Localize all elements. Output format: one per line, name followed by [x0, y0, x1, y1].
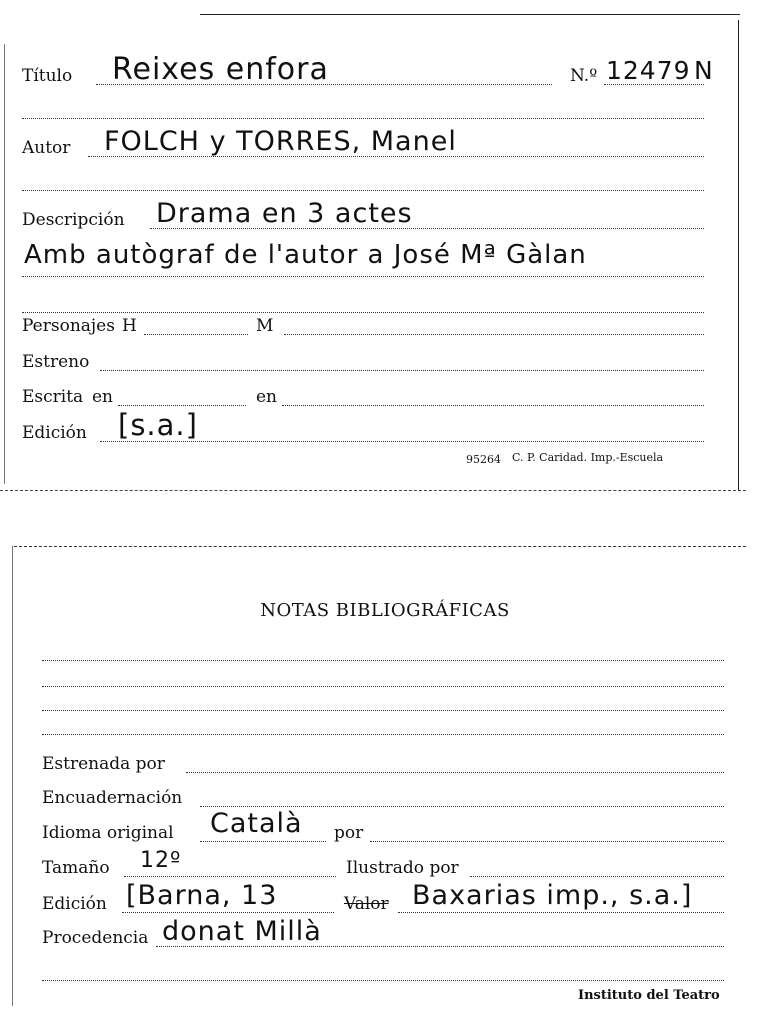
notas-line-4	[42, 734, 724, 735]
ilustrado-label: Ilustrado por	[346, 858, 459, 878]
notas-line-3	[42, 710, 724, 711]
notas-line-2	[42, 686, 724, 687]
back-edicion-line	[122, 912, 334, 913]
notas-heading: NOTAS BIBLIOGRÁFICAS	[260, 600, 510, 621]
edicion-value: [s.a.]	[118, 408, 198, 442]
edicion-label: Edición	[22, 423, 87, 443]
escrita-label: Escrita	[22, 387, 84, 407]
autor-line-2	[22, 190, 704, 191]
encuadernacion-label: Encuadernación	[42, 788, 183, 808]
titulo-label: Título	[22, 66, 73, 86]
descripcion-line-3	[22, 312, 704, 313]
idioma-por-line	[370, 841, 724, 842]
estrenada-label: Estrenada por	[42, 754, 165, 774]
descripcion-value-1: Drama en 3 actes	[156, 198, 413, 229]
autor-value: FOLCH y TORRES, Manel	[104, 126, 457, 157]
back-edicion-value: [Barna, 13	[126, 880, 278, 911]
idioma-label: Idioma original	[42, 823, 174, 843]
valor-value: Baxarias imp., s.a.]	[412, 880, 693, 911]
idioma-value: Català	[210, 808, 303, 839]
escrita-en-label: en	[92, 387, 114, 407]
titulo-line-2	[22, 118, 704, 119]
encuadernacion-line	[200, 806, 724, 807]
institution-name: Instituto del Teatro	[578, 988, 720, 1003]
escrita-line-2	[282, 405, 704, 406]
card-front-right-edge	[738, 20, 739, 490]
tamano-line	[124, 876, 336, 877]
notas-line-1	[42, 660, 724, 661]
procedencia-value: donat Millà	[162, 916, 322, 947]
card-front-top-edge	[200, 14, 740, 15]
catalog-card-front	[0, 14, 746, 492]
printer-code: 95264	[466, 453, 501, 466]
procedencia-line-2	[42, 980, 724, 981]
titulo-value: Reixes enfora	[112, 52, 329, 87]
numero-value: 12479	[606, 56, 691, 85]
card-back-top-edge	[14, 546, 746, 547]
card-front-left-edge	[4, 44, 5, 484]
descripcion-value-2: Amb autògraf de l'autor a José Mª Gàlan	[24, 240, 587, 270]
ilustrado-line	[470, 876, 724, 877]
catalog-card-back	[0, 542, 746, 1012]
tamano-value: 12º	[140, 848, 182, 873]
estrenada-line	[186, 772, 724, 773]
descripcion-line-2	[22, 276, 704, 277]
valor-label: Valor	[344, 894, 389, 914]
estreno-line	[100, 370, 704, 371]
back-edicion-label: Edición	[42, 894, 107, 914]
procedencia-label: Procedencia	[42, 928, 149, 948]
numero-suffix: N	[694, 56, 714, 85]
descripcion-label: Descripción	[22, 210, 125, 230]
escrita-en2-label: en	[256, 387, 278, 407]
tamano-label: Tamaño	[42, 858, 110, 878]
idioma-por-label: por	[334, 823, 364, 843]
autor-label: Autor	[22, 138, 71, 158]
valor-line	[398, 912, 724, 913]
card-front-bottom-edge	[0, 490, 746, 491]
idioma-line	[200, 841, 326, 842]
personajes-h-label: H	[122, 316, 137, 336]
numero-label: N.º	[570, 66, 598, 86]
escrita-line	[118, 405, 246, 406]
estreno-label: Estreno	[22, 352, 90, 372]
printer-name: C. P. Caridad. Imp.-Escuela	[512, 451, 664, 464]
personajes-m-line	[284, 334, 704, 335]
personajes-h-line	[144, 334, 248, 335]
personajes-label: Personajes	[22, 316, 115, 336]
personajes-m-label: M	[256, 316, 274, 336]
